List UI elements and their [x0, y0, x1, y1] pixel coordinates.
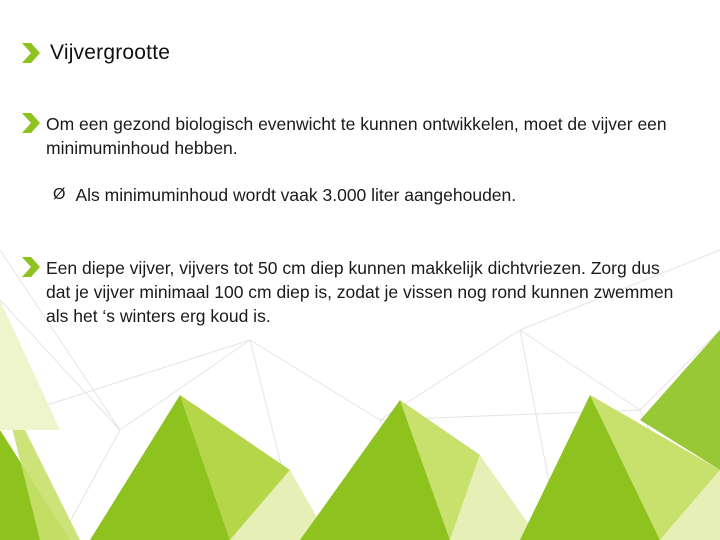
sub-bullet-marker: Ø: [53, 186, 66, 203]
chevron-right-icon: [22, 43, 40, 63]
chevron-right-icon: [22, 257, 40, 277]
sub-bullet: [53, 183, 516, 207]
title-row: [22, 38, 170, 68]
chevron-right-icon: [22, 113, 40, 133]
sub-bullet-text: Als minimuminhoud wordt vaak 3.000 liter aangehouden.: [75, 184, 517, 205]
bullet-item-1: [22, 112, 686, 160]
bullet-text-1: Om een gezond biologisch evenwicht te kunnen ontwikkelen, moet de vijver een minimuminhoud hebben.: [46, 114, 667, 158]
bullet-text-2: Een diepe vijver, vijvers tot 50 cm diep kunnen makkelijk dichtvriezen. Zorg dus dat je vijver minimaal 100 cm diep is, zodat je vissen nog rond kunnen zwemmen als het ‘s winters erg koud is.: [46, 258, 674, 326]
bullet-item-2: [22, 256, 686, 328]
slide-title: Vijvergrootte: [50, 41, 171, 64]
background-triangles: [0, 300, 720, 540]
